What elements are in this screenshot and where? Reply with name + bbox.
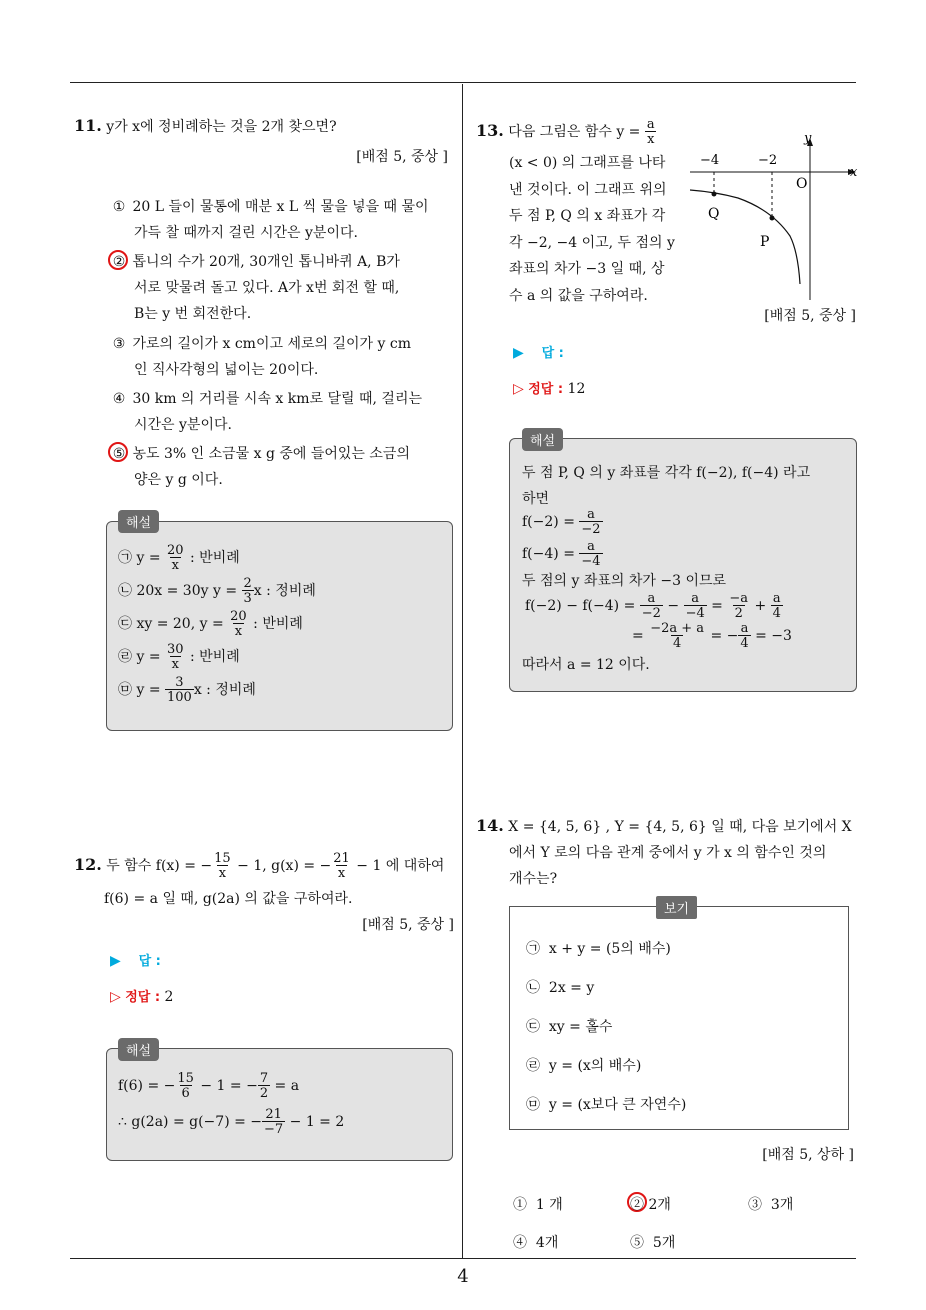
q12-prompt: − 1, g(x) = − xyxy=(232,858,332,874)
y-axis-label: y xyxy=(804,131,812,146)
q14-choice-1[interactable]: ① 1 개 xyxy=(513,1197,563,1213)
q11-option-2-line: B는 y 번 회전한다. xyxy=(134,306,252,322)
solution-line: ∴ g(2a) = g(−7) = − $\frac{21}{-7}$ − 1 = 2 xyxy=(118,1107,345,1137)
solution-mark: ㉣ xyxy=(118,649,132,665)
q12-correct-value: 2 xyxy=(164,989,174,1005)
tick-label: −4 xyxy=(700,153,720,168)
fraction: $\frac{a}{-4}$ xyxy=(685,591,705,621)
q13-score: [배점 5, 중상 ] xyxy=(764,308,856,324)
solution-line xyxy=(118,577,316,610)
fraction: $\frac{3}{100}$ xyxy=(167,675,192,705)
fraction: $\frac{20}{x}$ xyxy=(230,609,247,639)
q13-prompt-lines xyxy=(509,150,675,309)
bottom-rule xyxy=(70,1258,856,1259)
x-axis-label: x xyxy=(850,165,858,180)
point-q xyxy=(712,192,717,197)
q13-prompt-line: 두 점 P, Q 의 x 좌표가 각 xyxy=(509,208,666,224)
solution-line xyxy=(118,610,316,643)
q11-score: [배점 5, 중상 ] xyxy=(356,149,448,165)
point-q-label: Q xyxy=(708,206,720,222)
q12-answer-row[interactable] xyxy=(110,950,161,969)
q13-prompt: 다음 그림은 함수 y = xyxy=(508,124,645,140)
q11-option-3[interactable] xyxy=(110,333,411,353)
tick-label: −2 xyxy=(758,153,778,168)
fraction: $\frac{2}{3}$ xyxy=(243,576,252,606)
solution-line: 두 점 P, Q 의 y 좌표를 각각 f(−2), f(−4) 라고 xyxy=(522,465,811,481)
q12-header xyxy=(74,852,444,880)
fraction: $\frac{15}{6}$ xyxy=(177,1071,194,1101)
fraction: $\frac{21}{x}$ xyxy=(333,851,350,881)
solution-mark: ㉤ xyxy=(118,682,132,698)
q11-option-3-line: 인 직사각형의 넓이는 20이다. xyxy=(134,362,319,378)
solution-text: x : 정비례 xyxy=(253,583,316,599)
q11-header xyxy=(74,116,337,136)
q11-option-2-mark: ② xyxy=(112,254,126,270)
solution-text: y = xyxy=(136,682,165,698)
bogi-item: ㉤ y = (x보다 큰 자연수) xyxy=(526,1097,687,1113)
fraction: $\frac{a}{-4}$ xyxy=(581,539,601,569)
page-number: 4 xyxy=(457,1266,469,1287)
fraction: $\frac{21}{-7}$ xyxy=(264,1107,284,1137)
fraction: $\frac{a}{-2}$ xyxy=(641,591,661,621)
bogi-item: ㉣ y = (x의 배수) xyxy=(526,1058,642,1074)
q11-solution-label: 해설 xyxy=(118,510,159,533)
q12-score: [배점 5, 중상 ] xyxy=(362,917,454,933)
play-arrow-icon: ▶ xyxy=(513,345,524,361)
q13-solution-label: 해설 xyxy=(522,428,563,451)
q12-solution-label: 해설 xyxy=(118,1038,159,1061)
q13-prompt-line: 수 a 의 값을 구하여라. xyxy=(509,287,648,304)
q11-option-4[interactable] xyxy=(110,388,422,408)
q12-prompt: − 1 에 대하여 xyxy=(351,858,445,874)
q11-option-2-line: 톱니의 수가 20개, 30개인 톱니바퀴 A, B가 xyxy=(132,254,400,270)
point-p-label: P xyxy=(760,234,770,250)
q13-prompt-line: 좌표의 차가 −3 일 때, 상 xyxy=(509,261,665,277)
solution-line xyxy=(118,544,316,577)
solution-line xyxy=(118,643,316,676)
solution-line: 하면 xyxy=(522,491,550,507)
solution-line: 두 점의 y 좌표의 차가 −3 이므로 xyxy=(522,573,727,589)
point-p xyxy=(770,216,775,221)
solution-line: f(−2) − f(−4) = $\frac{a}{-2}$ − $\frac{a}{-4}$ = $\frac{-a}{2}$ + $\frac{a}{4}$ xyxy=(525,591,781,621)
outline-arrow-icon: ▷ xyxy=(513,381,524,397)
solution-mark: ㉠ xyxy=(118,550,132,566)
q11-option-2[interactable] xyxy=(110,251,400,271)
solution-text: : 반비례 xyxy=(185,550,240,566)
q13-number: 13. xyxy=(476,121,504,140)
q11-option-5-line: 양은 y g 이다. xyxy=(134,472,223,488)
solution-line: f(−2) = $\frac{a}{-2}$ xyxy=(522,507,601,537)
solution-text: y = xyxy=(136,550,165,566)
q11-option-5[interactable] xyxy=(110,443,410,463)
fraction: $\frac{a}{x}$ xyxy=(646,117,655,147)
fraction: $\frac{a}{4}$ xyxy=(740,621,749,651)
q12-correct-row xyxy=(110,986,173,1005)
q12-correct-label: 정답 : xyxy=(125,990,161,1005)
solution-line: f(6) = − $\frac{15}{6}$ − 1 = − $\frac{7}{2}$ = a xyxy=(118,1071,300,1101)
q11-option-1-mark: ① xyxy=(112,199,126,215)
q11-option-2-line: 서로 맞물려 돌고 있다. A가 x번 회전 할 때, xyxy=(134,280,400,296)
solution-line: f(−4) = $\frac{a}{-4}$ xyxy=(522,539,601,569)
q11-option-1-line: 가득 찰 때까지 걸린 시간은 y분이다. xyxy=(134,225,358,241)
fraction: $\frac{-2a + a}{4}$ xyxy=(650,621,705,651)
solution-text: : 반비례 xyxy=(185,649,240,665)
solution-mark: ㉢ xyxy=(118,616,132,632)
q14-number: 14. xyxy=(476,816,504,835)
q11-option-4-line: 시간은 y분이다. xyxy=(134,417,232,433)
fraction: $\frac{15}{x}$ xyxy=(214,851,231,881)
q14-prompt: 개수는? xyxy=(509,871,558,887)
q12-prompt-line2: f(6) = a 일 때, g(2a) 의 값을 구하여라. xyxy=(104,891,353,907)
q14-choice-4[interactable]: ④ 4개 xyxy=(513,1235,559,1251)
q11-option-5-mark: ⑤ xyxy=(112,446,126,462)
solution-line xyxy=(118,676,316,709)
fraction: $\frac{7}{2}$ xyxy=(259,1071,269,1101)
q13-correct-row xyxy=(513,378,585,397)
origin-label: O xyxy=(796,176,808,192)
q14-header xyxy=(476,816,852,836)
solution-line: = $\frac{-2a + a}{4}$ = − $\frac{a}{4}$ = −3 xyxy=(632,621,792,651)
q14-bogi-label: 보기 xyxy=(656,896,697,919)
q14-choice-5[interactable]: ⑤ 5개 xyxy=(630,1235,676,1251)
bogi-item: ㉡ 2x = y xyxy=(526,980,595,996)
q14-prompt: 에서 Y 로의 다음 관계 중에서 y 가 x 의 함수인 것의 xyxy=(509,845,827,861)
q11-option-1-line: 20 L 들이 물통에 매분 x L 씩 물을 넣을 때 물이 xyxy=(132,199,429,215)
q13-correct-value: 12 xyxy=(567,381,586,397)
hyperbola-curve xyxy=(690,190,800,284)
q11-option-1[interactable] xyxy=(110,196,429,216)
fraction: $\frac{a}{4}$ xyxy=(772,591,781,621)
top-rule xyxy=(70,82,856,83)
q12-number: 12. xyxy=(74,855,102,874)
q11-number: 11. xyxy=(74,116,102,135)
q13-prompt-line: 낸 것이다. 이 그래프 위의 xyxy=(509,181,667,198)
q12-prompt: 두 함수 f(x) = − xyxy=(106,858,213,874)
q11-option-3-line: 가로의 길이가 x cm이고 세로의 길이가 y cm xyxy=(132,336,411,352)
play-arrow-icon: ▶ xyxy=(110,953,121,969)
fraction: $\frac{a}{-2}$ xyxy=(581,507,601,537)
q13-prompt-line: 각 −2, −4 이고, 두 점의 y xyxy=(509,234,675,251)
q11-prompt: y가 x에 정비례하는 것을 2개 찾으면? xyxy=(106,119,337,135)
fraction: $\frac{-a}{2}$ xyxy=(729,591,749,621)
solution-text: : 반비례 xyxy=(248,616,303,632)
solution-line: 따라서 a = 12 이다. xyxy=(522,657,650,673)
solution-mark: ㉡ xyxy=(118,583,132,599)
outline-arrow-icon: ▷ xyxy=(110,989,121,1005)
column-divider xyxy=(462,84,463,1258)
q14-choice-3[interactable]: ③ 3개 xyxy=(748,1197,794,1213)
solution-text: 20x = 30y y = xyxy=(136,583,242,599)
q11-option-5-line: 농도 3% 인 소금물 x g 중에 들어있는 소금의 xyxy=(132,446,410,462)
bogi-item: ㉠ x + y = (5의 배수) xyxy=(526,941,671,957)
q14-prompt: X = {4, 5, 6} , Y = {4, 5, 6} 일 때, 다음 보기에서 X xyxy=(508,819,852,835)
solution-text: x : 정비례 xyxy=(193,682,256,698)
q13-graph xyxy=(690,124,860,300)
q13-prompt-line: (x < 0) 의 그래프를 나타 xyxy=(509,155,666,171)
solution-text: xy = 20, y = xyxy=(136,616,229,632)
q12-solution-box xyxy=(106,1048,453,1161)
fraction: $\frac{20}{x}$ xyxy=(167,543,184,573)
solution-text: y = xyxy=(136,649,165,665)
q12-answer-label: 답 : xyxy=(138,954,161,969)
fraction: $\frac{30}{x}$ xyxy=(167,642,184,672)
q13-correct-label: 정답 : xyxy=(528,382,564,397)
bogi-item: ㉢ xy = 홀수 xyxy=(526,1019,613,1035)
q13-header xyxy=(476,118,657,146)
q14-score: [배점 5, 상하 ] xyxy=(762,1147,854,1163)
q11-solution-lines xyxy=(118,544,316,709)
q14-bogi-items xyxy=(526,938,686,1133)
q13-answer-row[interactable] xyxy=(513,342,564,361)
q14-choice-2[interactable]: ② 2개 xyxy=(630,1197,671,1213)
q13-answer-label: 답 : xyxy=(541,346,564,361)
q11-option-4-line: 30 km 의 거리를 시속 x km로 달릴 때, 걸리는 xyxy=(132,391,422,407)
q11-option-3-mark: ③ xyxy=(112,336,126,352)
q11-option-4-mark: ④ xyxy=(112,391,126,407)
